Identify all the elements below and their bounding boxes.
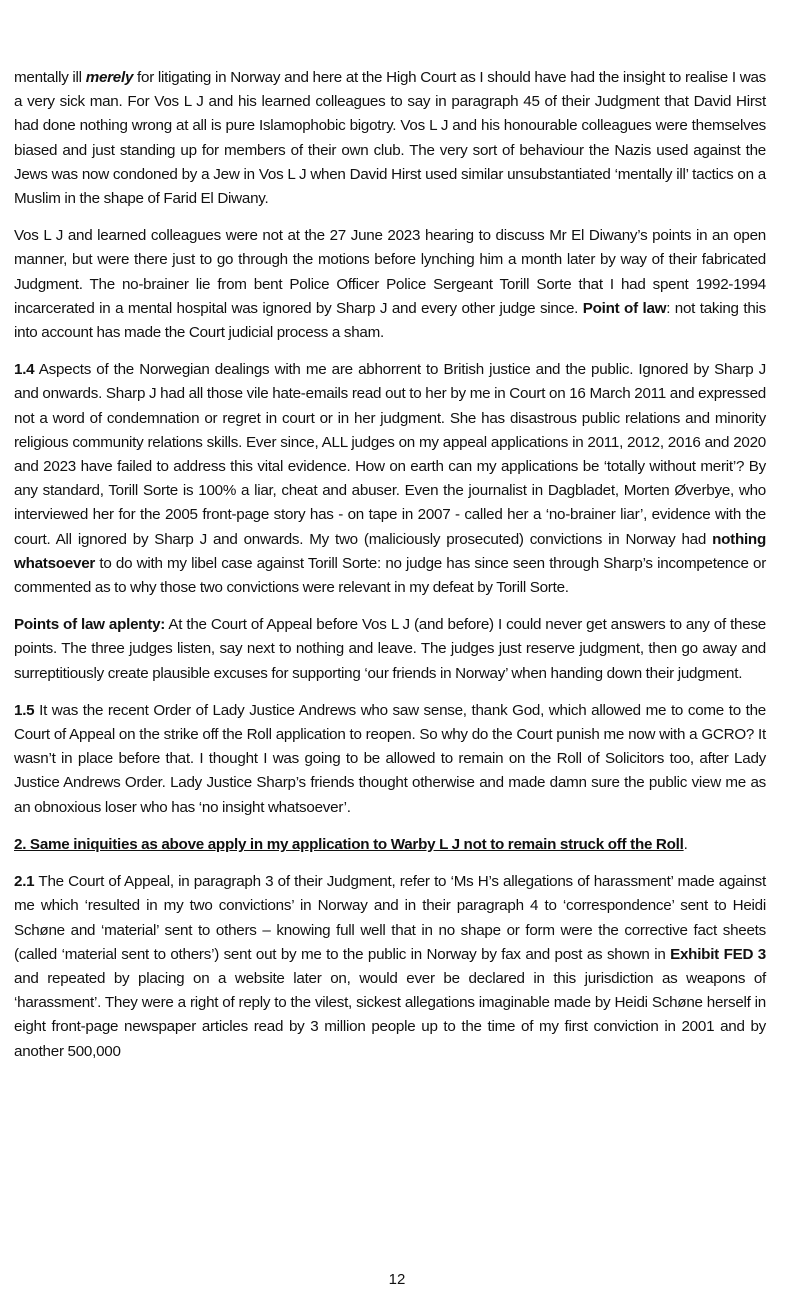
paragraph-continuation bbox=[14, 66, 766, 211]
paragraph-text: for litigating in Norway and here at the High Court as I should have had the insight to realise I was a very sick man. For Vos L J and his learned colleagues to say in paragraph 45 of their Judgment that David Hirst had done nothing wrong at all is pure Islamophobic bigotry. Vos L J and his honourable colleagues were themselves biased and just standing up for members of their own club. The very sort of behaviour the Nazis used against the Jews was now condoned by a Jew in Vos L J when David Hirst used similar unsubstantiated ‘mentally ill’ tactics on a Muslim in the shape of Farid El Diwany. bbox=[14, 69, 766, 208]
paragraph-text: It was the recent Order of Lady Justice Andrews who saw sense, thank God, which allowed me to come to the Court of Appeal on the strike off the Roll application to reopen. So why do the Court punish me now with a GCRO? It wasn’t in place before that. I thought I was going to be allowed to remain on the Roll of Solicitors too, after Lady Justice Andrews Order. Lady Justice Sharp’s friends thought otherwise and made damn sure the public view me as an obnoxious loser who has ‘no insight whatsoever’. bbox=[14, 701, 766, 816]
paragraph-points-of-law bbox=[14, 613, 766, 686]
paragraph-text: Aspects of the Norwegian dealings with me are abhorrent to British justice and the public. Ignored by Sharp J and onwards. Sharp J had all those vile hate-emails read out to her by me in Court on 16 March 2011 and expressed not a word of condemnation or regret in court or in her judgment. She has disastrous public relations and minority religious community relations skills. Ever since, ALL judges on my appeal applications in 2011, 2012, 2016 and 2020 and 2023 have failed to address this vital evidence. How on earth can my applications be ‘totally without merit’? By any standard, Torill Sorte is 100% a liar, cheat and abuser. Even the journalist in Dagbladet, Morten Øverbye, who interviewed her for the 2005 front-page story has - on tape in 2007 - called her a ‘no-brainer liar’, evidence with the court. All ignored by Sharp J and onwards. My two (maliciously prosecuted) convictions in Norway had bbox=[14, 361, 766, 548]
section-heading-2 bbox=[14, 833, 766, 857]
paragraph-1-5 bbox=[14, 699, 766, 820]
paragraph-text: Vos L J and learned colleagues were not at the 27 June 2023 hearing to discuss Mr El Diwany’s points in an open manner, but were there just to go through the motions before lynching him a month later by way of their fabricated Judgment. The no-brainer lie from bent Police Officer Police Sergeant Torill Sorte that I had spent 1992-1994 incarcerated in a mental hospital was ignored by Sharp J and every other judge since. bbox=[14, 227, 766, 317]
paragraph-number: 1.4 bbox=[14, 361, 35, 379]
document-page bbox=[14, 66, 766, 1077]
paragraph-text: The Court of Appeal, in paragraph 3 of their Judgment, refer to ‘Ms H’s allegations of harassment’ made against me which ‘resulted in my two convictions’ in Norway and in their paragraph 4 to ‘correspondence’ sent to Heidi Schøne and ‘material’ sent to others – knowing full well that in no shape or form were the corrective fact sheets (called ‘material sent to others’) sent out by me to the public in Norway by fax and post as shown in bbox=[14, 873, 766, 963]
paragraph-number: 1.5 bbox=[14, 701, 35, 719]
paragraph-text: : not taking this into account has made the Court judicial process a sham. bbox=[14, 299, 766, 342]
paragraph-text: mentally ill bbox=[14, 69, 86, 86]
paragraph-1-4 bbox=[14, 358, 766, 600]
emphasis-text: merely bbox=[85, 69, 134, 86]
bold-phrase: Point of law bbox=[582, 299, 667, 317]
paragraph-lead: Points of law aplenty: bbox=[14, 616, 166, 634]
page-number: 12 bbox=[388, 1271, 406, 1288]
paragraph-number: 2.1 bbox=[14, 873, 35, 891]
paragraph-text: and repeated by placing on a website later on, would ever be declared in this jurisdiction as weapons of ‘harassment’. They were a right of reply to the vilest, sickest allegations imaginable made by Heidi Schøne herself in eight front-page newspaper articles read by 3 million people up to the time of my first conviction in 2001 and by another 500,000 bbox=[14, 969, 766, 1060]
section-heading-text: 2. Same iniquities as above apply in my application to Warby L J not to remain struck off the Roll bbox=[14, 835, 684, 853]
bold-phrase: nothing whatsoever bbox=[14, 530, 766, 572]
paragraph-text: At the Court of Appeal before Vos L J (and before) I could never get answers to any of these points. The three judges listen, say next to nothing and leave. The judges just reserve judgment, then go away and surreptitiously create plausible excuses for supporting ‘our friends in Norway’ when handing down their judgment. bbox=[14, 616, 766, 682]
paragraph-vos-hearing bbox=[14, 224, 766, 345]
paragraph-2-1 bbox=[14, 870, 766, 1064]
bold-phrase: Exhibit FED 3 bbox=[670, 945, 766, 963]
paragraph-text: to do with my libel case against Torill Sorte: no judge has since seen through Sharp’s incompetence or commented as to why those two convictions were relevant in my defeat by Torill Sorte. bbox=[14, 554, 766, 597]
section-heading-tail: . bbox=[683, 835, 688, 853]
